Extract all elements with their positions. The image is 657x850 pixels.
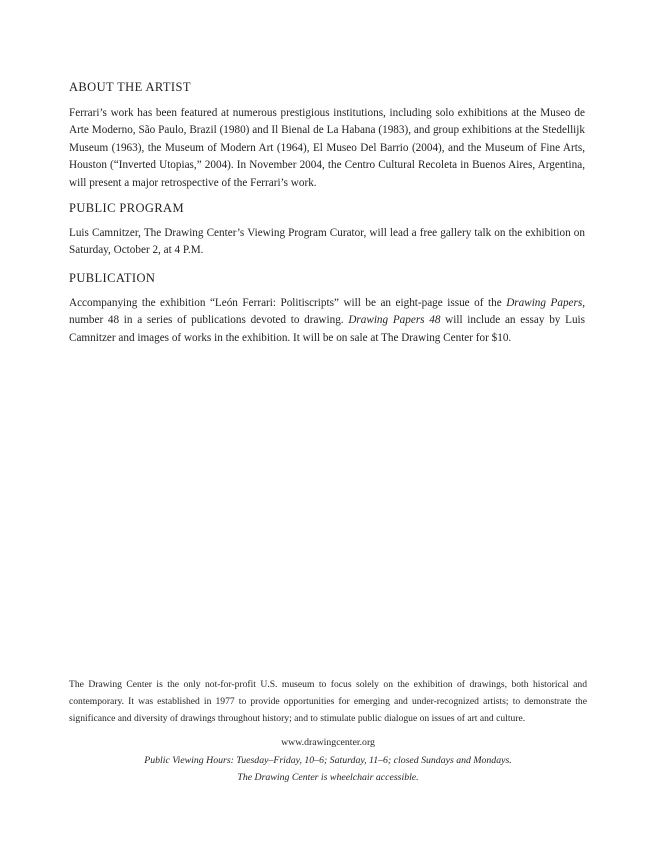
publication-title-1: Drawing Papers xyxy=(506,297,583,309)
publication-text-1: Accompanying the exhibition “León Ferrari: Politiscripts” will be an eight-page issue of the xyxy=(69,297,507,309)
publication-body xyxy=(69,295,585,347)
publication-heading: PUBLICATION xyxy=(69,271,156,285)
viewing-hours xyxy=(69,755,587,766)
accessibility-text: The Drawing Center is wheelchair accessible. xyxy=(237,772,419,783)
about-artist-body: Ferrari’s work has been featured at numerous prestigious institutions, including solo exhibitions at the Museo de Arte Moderno, São Paulo, Brazil (1980) and Il Bienal de La Habana (1983), and group exhibitions at the Stedellijk Museum (1963), the Museum of Modern Art (1964), El Museo Del Barrio (2004), and the Museum of Fine Arts, Houston (“Inverted Utopias,” 2004). In November 2004, the Centro Cultural Recoleta in Buenos Aires, Argentina, will present a major retrospective of the Ferrari’s work. xyxy=(69,107,585,189)
viewing-hours-text: Public Viewing Hours: Tuesday–Friday, 10–6; Saturday, 11–6; closed Sundays and Mondays. xyxy=(144,755,512,766)
public-program-body: Luis Camnitzer, The Drawing Center’s Viewing Program Curator, will lead a free gallery talk on the exhibition on Saturday, October 2, at 4 P.M. xyxy=(69,227,585,257)
public-program-heading: PUBLIC PROGRAM xyxy=(69,201,184,215)
publication-text-3: will include an essay by Luis Camnitzer and images of works in the exhibition. It will be on sale at The Drawing Center for $10. xyxy=(69,314,585,344)
website-link[interactable]: www.drawingcenter.org xyxy=(281,737,375,748)
publication-title-2: Drawing Papers 48 xyxy=(348,314,441,327)
mission-statement: The Drawing Center is the only not-for-profit U.S. museum to focus solely on the exhibition of drawings, both historical and contemporary. It was established in 1977 to provide opportunities for emerging and under-recognized artists; to demonstrate the significance and diversity of drawings throughout history; and to stimulate public dialogue on issues of art and culture. xyxy=(69,679,587,724)
publication-text-2: , number 48 in a series of publications devoted to drawing. xyxy=(69,297,586,327)
about-artist-heading: ABOUT THE ARTIST xyxy=(69,80,191,94)
accessibility-note xyxy=(69,772,587,783)
